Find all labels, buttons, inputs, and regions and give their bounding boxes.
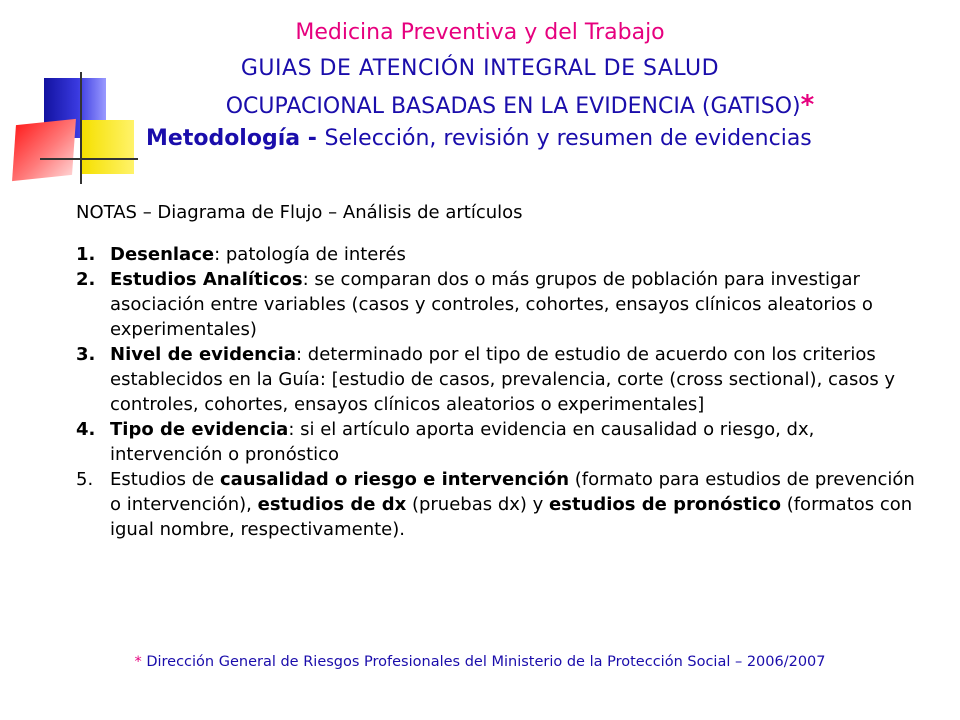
footer-star: * (134, 654, 142, 670)
list-item (76, 342, 916, 417)
header-methodology: Metodología - (146, 126, 325, 151)
notes-title: NOTAS – Diagrama de Flujo – Análisis de artículos (76, 202, 523, 223)
term: Desenlace (110, 244, 215, 265)
term: estudios de dx (257, 494, 407, 515)
yellow-square (82, 120, 134, 174)
header-line-1: Medicina Preventiva y del Trabajo (295, 20, 665, 45)
list-number: 4. (76, 419, 96, 440)
list-item (76, 242, 916, 267)
footer-text: Dirección General de Riesgos Profesionales del Ministerio de la Protección Social – 2006/2007 (141, 654, 826, 670)
term: Estudios Analíticos (110, 269, 303, 290)
text-part: (pruebas dx) y (406, 494, 550, 515)
term: Nivel de evidencia (110, 344, 296, 365)
header-star: * (800, 90, 815, 120)
term: estudios de pronóstico (549, 494, 781, 515)
text-part: Estudios de (110, 469, 220, 490)
list-item (76, 267, 916, 342)
list-item (76, 417, 916, 467)
list-number: 3. (76, 344, 96, 365)
list-number: 2. (76, 269, 96, 290)
text-part: (formatos con igual nombre, respectivamente). (110, 494, 913, 540)
horizontal-line (40, 158, 138, 160)
list-text (110, 342, 916, 417)
term: causalidad o riesgo e intervención (219, 469, 570, 490)
list-number: 5. (76, 469, 94, 490)
header-line-2: GUIAS DE ATENCIÓN INTEGRAL DE SALUD (240, 56, 720, 81)
header-line-4 (130, 126, 906, 151)
red-square (12, 119, 76, 181)
term: Tipo de evidencia (110, 419, 289, 440)
text-part: (formato para estudios de prevención o intervención), (110, 469, 915, 515)
definition: : determinado por el tipo de estudio de acuerdo con los criterios establecidos en la Guía: [estudio de casos, prevalencia, corte (cross sectional), casos y controles, cohortes, ensayos clínicos aleatorios o experimentales] (110, 344, 896, 415)
footer-note (0, 654, 960, 670)
list-number: 1. (76, 244, 96, 265)
definition: : si el artículo aporta evidencia en causalidad o riesgo, dx, intervención o pronóstico (110, 419, 815, 465)
vertical-line (80, 72, 82, 184)
definition: : se comparan dos o más grupos de población para investigar asociación entre variables (casos y controles, cohortes, ensayos clínicos aleatorios o experimentales) (110, 269, 873, 340)
list-text (110, 417, 916, 467)
header-line-3 (80, 90, 960, 120)
list-item (76, 467, 916, 542)
header-subtitle: Selección, revisión y resumen de evidencias (324, 126, 812, 151)
definition: : patología de interés (214, 244, 406, 265)
notes-list (76, 242, 916, 542)
list-text (110, 467, 916, 542)
header-line-3-text: OCUPACIONAL BASADAS EN LA EVIDENCIA (GATISO) (225, 94, 801, 119)
list-text (110, 267, 916, 342)
list-text (110, 242, 916, 267)
